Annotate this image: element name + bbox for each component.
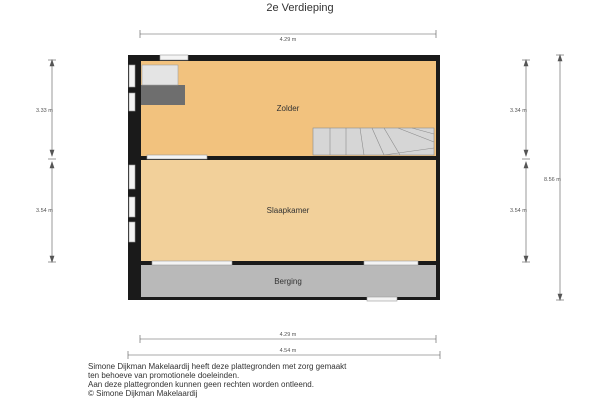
room-label-berging: Berging <box>274 277 302 286</box>
room-label-slaapkamer: Slaapkamer <box>266 206 310 215</box>
window-left-lower-2 <box>129 197 135 217</box>
disclaimer-line: Simone Dijkman Makelaardij heeft deze plattegronden met zorg gemaakt <box>88 362 347 371</box>
window-top <box>160 55 188 60</box>
dim-label-left-lower: 3.54 m <box>36 208 53 214</box>
room-label-zolder: Zolder <box>276 104 300 113</box>
dim-label-right-total: 8.56 m <box>544 177 561 183</box>
disclaimer-line: Aan deze plattegronden kunnen geen rechten worden ontleend. <box>88 380 314 389</box>
dim-label-top: 4.29 m <box>279 37 297 43</box>
dim-label-bottom-inner: 4.29 m <box>279 332 297 338</box>
disclaimer <box>88 362 588 398</box>
page-title: 2e Verdieping <box>266 2 334 14</box>
storage-cabinet <box>142 65 178 85</box>
door-opening-berging-2 <box>364 261 418 265</box>
dim-label-right-upper: 3.34 m <box>510 108 527 114</box>
staircase <box>313 128 434 155</box>
door-opening-zolder <box>147 155 207 159</box>
window-left-lower-3 <box>129 222 135 242</box>
window-left-lower-1 <box>129 165 135 189</box>
window-bottom-berging <box>367 297 397 301</box>
disclaimer-line: ten behoeve van promotionele doeleinden. <box>88 371 240 380</box>
door-opening-berging-1 <box>152 261 232 265</box>
dim-label-right-lower: 3.54 m <box>510 208 527 214</box>
dim-label-bottom-total: 4.54 m <box>279 348 297 354</box>
window-left-upper-1 <box>129 65 135 87</box>
disclaimer-line: © Simone Dijkman Makelaardij <box>88 389 198 398</box>
window-left-upper-2 <box>129 93 135 111</box>
chimney-block <box>141 85 185 105</box>
dim-label-left-upper: 3.33 m <box>36 108 53 114</box>
